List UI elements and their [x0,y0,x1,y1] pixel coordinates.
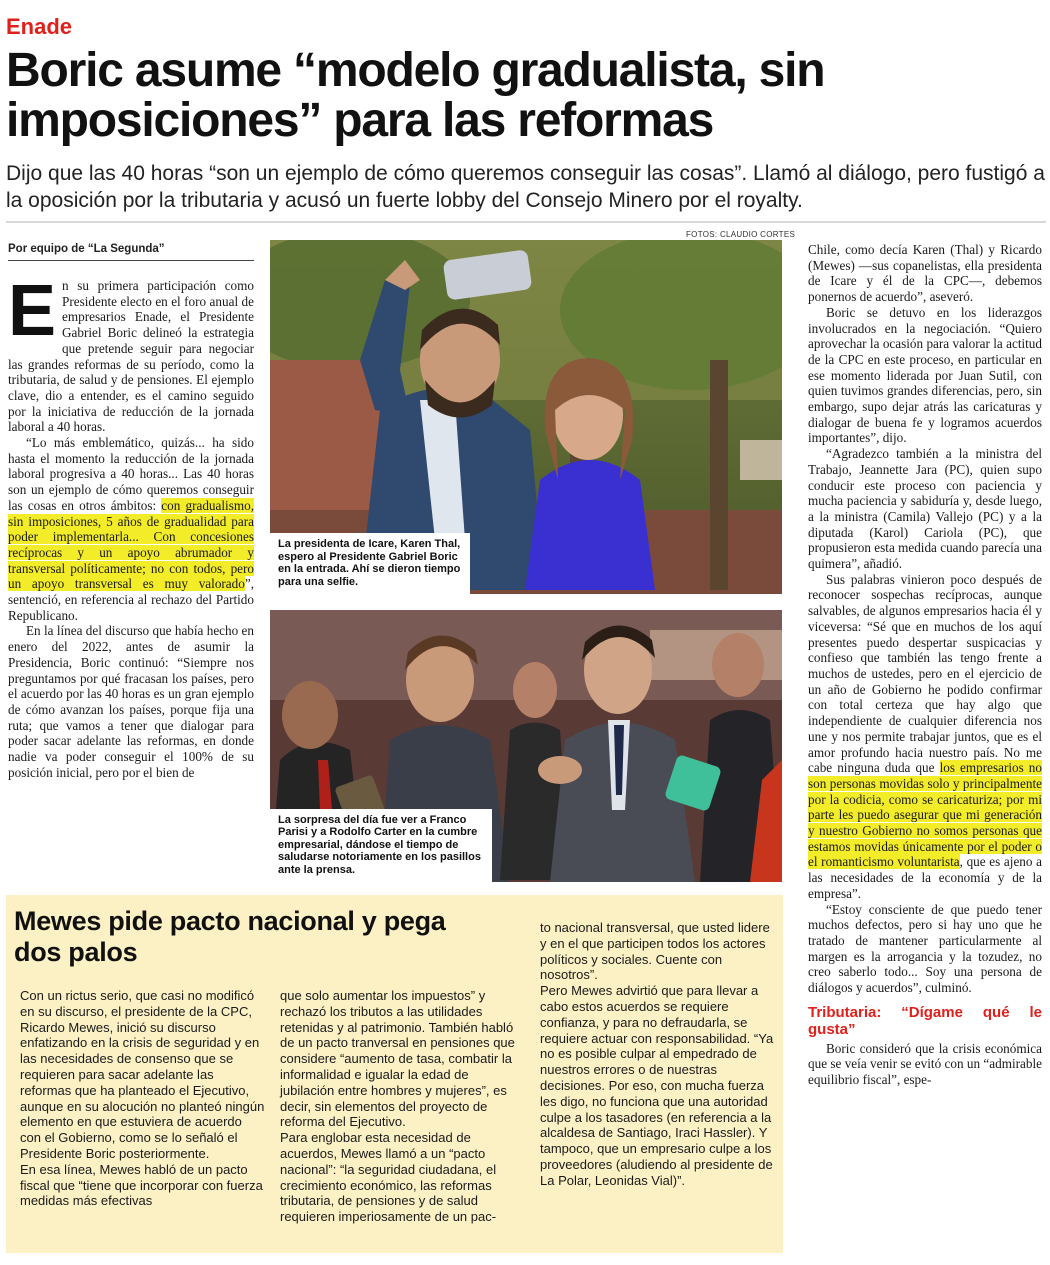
drop-cap: E [8,271,57,351]
headline: Boric asume “modelo gradualista, sin imposiciones” para las reformas [6,44,825,147]
section-tag: Enade [6,14,73,39]
sidebar-title: Mewes pide pacto nacional y pega dos palos [14,906,446,967]
header-rule [6,221,1046,223]
paragraph: Para englobar esta necesidad de acuerdos, Mewes llamó a un “pacto nacional”: “la seguridad ciudadana, el crecimiento económico, las reformas tributaria, de pensiones y de salud requieren imperiosamente de un pac- [280,1130,497,1225]
sidebar-column-1 [20,988,266,1209]
highlighted-quote: los empresarios no son personas movidas solo y principalmente por la codicia, como se caricaturiza; por mi parte les puedo asegurar que mi generación y nuestro Gobierno no somos personas que estamos movidas únicamente por el poder o el romanticismo voluntarista [808,760,1042,870]
paragraph: Sus palabras vinieron poco después de reconocer sospechas recíprocas, aunque salvables, de algunos empresarios hacia él y viceversa: “Sé que en muchos de los aquí presentes puedo despertar suspicacias y confieso que también las tengo frente a muchos de ustedes, pero en el ejercicio de un año de Gobierno he podido confirmar con total certeza que hay algo que independiente de cualquier diferencia nos une y nos permite trabajar juntos, que es el amor profundo hacia nuestro país. No me cabe ninguna duda que los empresarios no son personas movidas solo y principalmente por la codicia, como se caricaturiza; por mi parte les puedo asegurar que mi generación y nuestro Gobierno no somos personas que estamos movidas únicamente por el poder o el romanticismo voluntarista, que es ajeno a las necesidades de la economía y de la empresa”. [808,571,1043,901]
byline: Por equipo de “La Segunda” [8,243,254,261]
sidebar-column-2 [280,988,526,1225]
article-column-1 [8,271,254,781]
article-column-3 [808,242,1042,1088]
paragraph: Chile, como decía Karen (Thal) y Ricardo (Mewes) —sus copanelistas, ella presidenta de Icare y él de la CPC—, debemos ponernos de acuerdo”, aseveró. [808,242,1042,305]
paragraph: Boric consideró que la crisis económica que se veía venir se evitó con un “admirable equilibrio fiscal”, espe- [808,1040,1042,1088]
paragraph: En esa línea, Mewes habló de un pacto fiscal que “tiene que incorporar con fuerza medidas más efectivas [20,1161,263,1209]
sidebar-column-3 [540,920,776,1189]
paragraph: que solo aumentar los impuestos” y rechazó los tributos a las utilidades retenidas y al patrimonio. También habló de un pacto tranversal en pensiones que considere “aumento de tasa, combatir la informalidad e igualar la edad de jubilación entre hombres y mujeres”, es decir, sin elementos del proyecto de reforma del Ejecutivo. [280,988,515,1130]
photo-handshake [270,610,782,882]
photo-caption: La sorpresa del día fue ver a Franco Parisi y a Rodolfo Carter en la cumbre empresarial, dándose el tiempo de saludarse notoriamente en los pasillos ante la prensa. [270,809,492,883]
paragraph: En la línea del discurso que había hecho en enero del 2022, antes de asumir la Presidencia, Boric continuó: “Siempre nos preguntamos por qué fracasan los países, pero el acuerdo por las 40 horas es un gran ejemplo de cómo avanzan los países, porque fija una ruta; que vamos a tener que dialogar para poder sacar adelante las reformas, en donde nadie va poder conseguir el 100% de su posición inicial, pero por el bien de [8,623,254,780]
paragraph: “Estoy consciente de que puedo tener muchos defectos, pero si hay uno que he tratado de mantener particularmente al margen es la arrogancia y la tozudez, no creo saberlo todo... Soy una persona de diálogos y acuerdos”, culminó. [808,901,1042,996]
photo-caption: La presidenta de Icare, Karen Thal, espero al Presidente Gabriel Boric en la entrada. Ahí se dieron tiempo para una selfie. [270,533,470,594]
subheading: Tributaria: “Dígame qué le gusta” [808,1003,1042,1038]
paragraph: Boric se detuvo en los liderazgos involucrados en la negociación. “Quiero aprovechar la ocasión para valorar la actitud de la CPC en este proceso, en particular en ese momento liderada por Juan Sutil, con quien tuvimos grandes diferencias, pero, sin embargo, supo dejar atrás las caricaturas y dialogar de buena fe y logramos acuerdos importantes”, dijo. [808,304,1042,446]
paragraph: “Agradezco también a la ministra del Trabajo, Jeannette Jara (PC), quien supo conducir este proceso con paciencia y mucha paciencia y sabiduría y, desde luego, a la ministra (Camila) Vallejo (PC) y a la diputada (Karol) Cariola (PC), que propusieron esta medida cuando parecía una quimera”, añadió. [808,446,1042,572]
highlighted-quote: con gradualismo, sin imposiciones, 5 años de gradualidad para poder implementarla... Con concesiones recíprocas y un apoyo abrumador y transversal políticamente; no con todos, pero un apoyo transversal es muy valorado [8,497,254,592]
paragraph: to nacional transversal, que usted lidere y en el que participen todos los actores políticos y sociales. Cuente con nosotros”. [540,920,770,983]
paragraph: Pero Mewes advirtió que para llevar a cabo estos acuerdos se requiere confianza, y para no defraudarla, se requiere actuar con responsabilidad. “Ya no es posible culpar al empedrado de nuestros errores o de nuestras decisiones. Por eso, con mucha fuerza les digo, no funciona que una autoridad culpe a los tasadores (en referencia a la alcaldesa de Santiago, Iraci Hassler). Y tampoco, que un empresario culpe a los proveedores (aludiendo al presidente de La Polar, Leonidas Vial)”. [540,983,774,1188]
paragraph: Con un rictus serio, que casi no modificó en su discurso, el presidente de la CPC, Ricardo Mewes, inició su discurso enfatizando en la crisis de seguridad y en las necesidades de consenso que se requieren para sacar adelante las reformas que ha planteado el Ejecutivo, aunque en su alocución no planteó ningún elemento en que estuviera de acuerdo con el Gobierno, como se lo señaló el Presidente Boric posteriormente. [20,988,265,1161]
photo-selfie [270,240,782,594]
photo-credit: FOTOS: CLAUDIO CORTES [686,230,796,239]
paragraph: “Lo más emblemático, quizás... ha sido hasta el momento la reducción de la jornada laboral progresiva a 40 horas... Las 40 horas son un ejemplo de cómo queremos conseguir las cosas en otros ámbitos: con gradualismo, sin imposiciones, 5 años de gradualidad para poder implementarla... Con concesiones recíprocas y un apoyo abrumador y transversal políticamente; no con todos, pero un apoyo transversal es muy valorado”, sentenció, en referencia al rechazo del Partido Republicano. [8,435,254,623]
deck: Dijo que las 40 horas “son un ejemplo de cómo queremos conseguir las cosas”. Llamó al diálogo, pero fustigó a la oposición por la tributaria y acusó un fuerte lobby del Consejo Minero por el royalty. [6,162,1045,212]
paragraph: En su primera participación como Presidente electo en el foro anual de empresarios Enade, el Presidente Gabriel Boric delineó la estrategia que pretende seguir para negociar las grandes reformas de su período, como la tributaria, de salud y de pensiones. El ejemplo clave, dio a entender, es el camino seguido por la iniciativa de reducción de la jornada laboral a 40 horas. [8,271,254,435]
